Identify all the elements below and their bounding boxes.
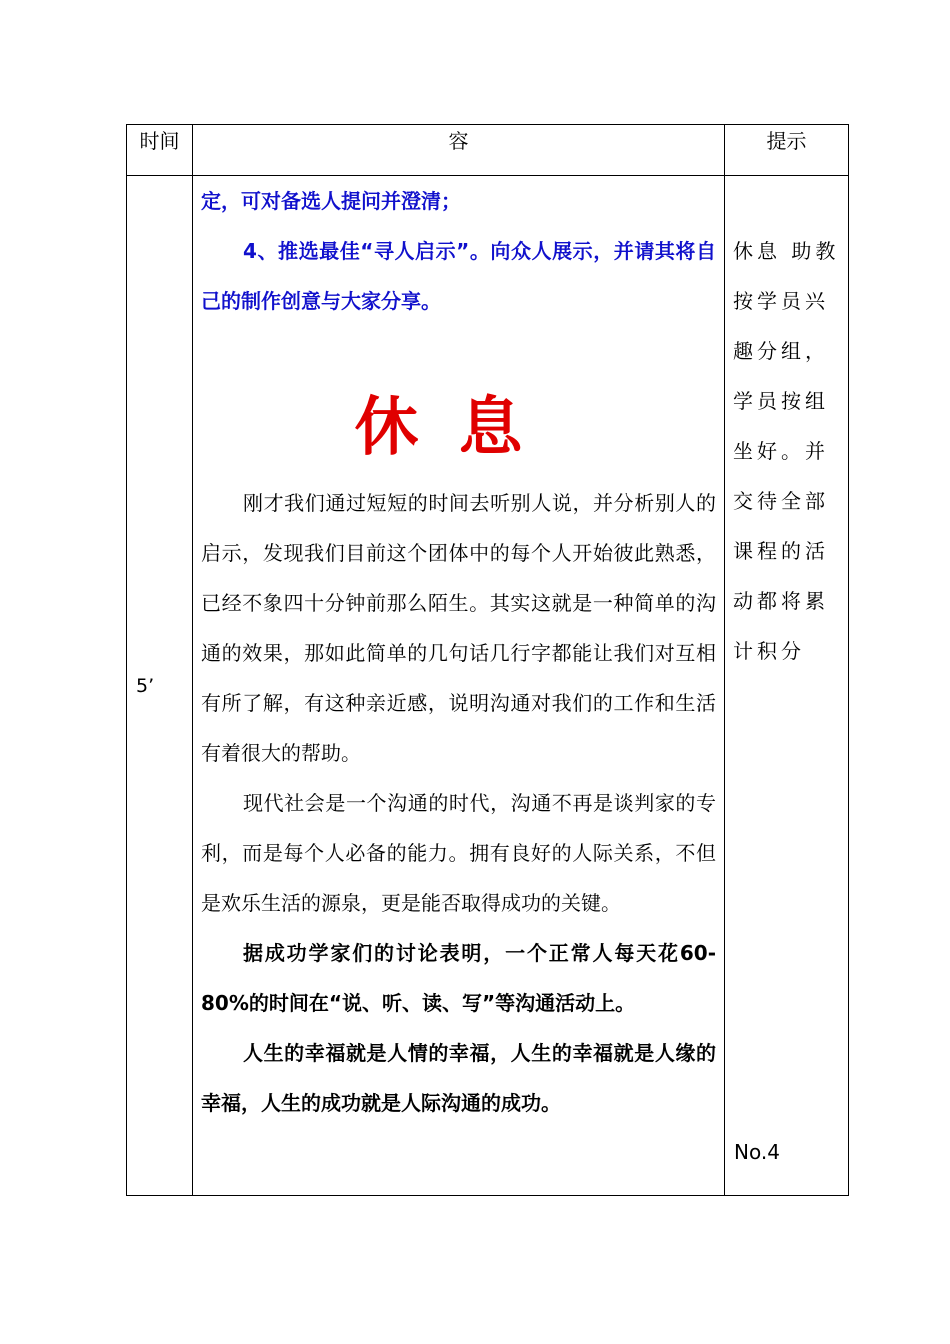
content-row bbox=[127, 176, 849, 1196]
lesson-plan-table bbox=[126, 124, 849, 1196]
time-cell: 5’ bbox=[127, 176, 193, 1196]
content-cell bbox=[193, 176, 725, 1196]
paragraph-intro: 刚才我们通过短短的时间去听别人说，并分析别人的启示，发现我们目前这个团体中的每个人开始彼此熟悉，已经不象四十分钟前那么陌生。其实这就是一种简单的沟通的效果，那如此简单的几句话几行字都能让我们对互相有所了解，有这种亲近感，说明沟通对我们的工作和生活有着很大的帮助。 bbox=[201, 491, 716, 765]
rest-heading: 休息 bbox=[354, 391, 563, 465]
header-time: 时间 bbox=[127, 125, 193, 176]
paragraph-happiness: 人生的幸福就是人情的幸福，人生的幸福就是人缘的幸福，人生的成功就是人际沟通的成功。 bbox=[201, 1041, 716, 1115]
page-number: No.4 bbox=[734, 1140, 780, 1164]
step-3-continuation: 定，可对备选人提问并澄清； bbox=[201, 189, 461, 213]
header-row bbox=[127, 125, 849, 176]
step-4-text: 4、推选最佳“寻人启示”。向众人展示，并请其将自己的制作创意与大家分享。 bbox=[201, 239, 716, 313]
header-hint: 提示 bbox=[725, 125, 849, 176]
header-content: 容 bbox=[193, 125, 725, 176]
hint-text: 休息 助教按学员兴趣分组，学员按组坐好。并交待全部课程的活动都将累计积分 bbox=[733, 239, 840, 663]
paragraph-research: 据成功学家们的讨论表明，一个正常人每天花60-80%的时间在“说、听、读、写”等沟通活动上。 bbox=[201, 941, 716, 1015]
hint-cell bbox=[725, 176, 849, 1196]
paragraph-modern-society: 现代社会是一个沟通的时代，沟通不再是谈判家的专利，而是每个人必备的能力。拥有良好的人际关系，不但是欢乐生活的源泉，更是能否取得成功的关键。 bbox=[201, 791, 716, 915]
